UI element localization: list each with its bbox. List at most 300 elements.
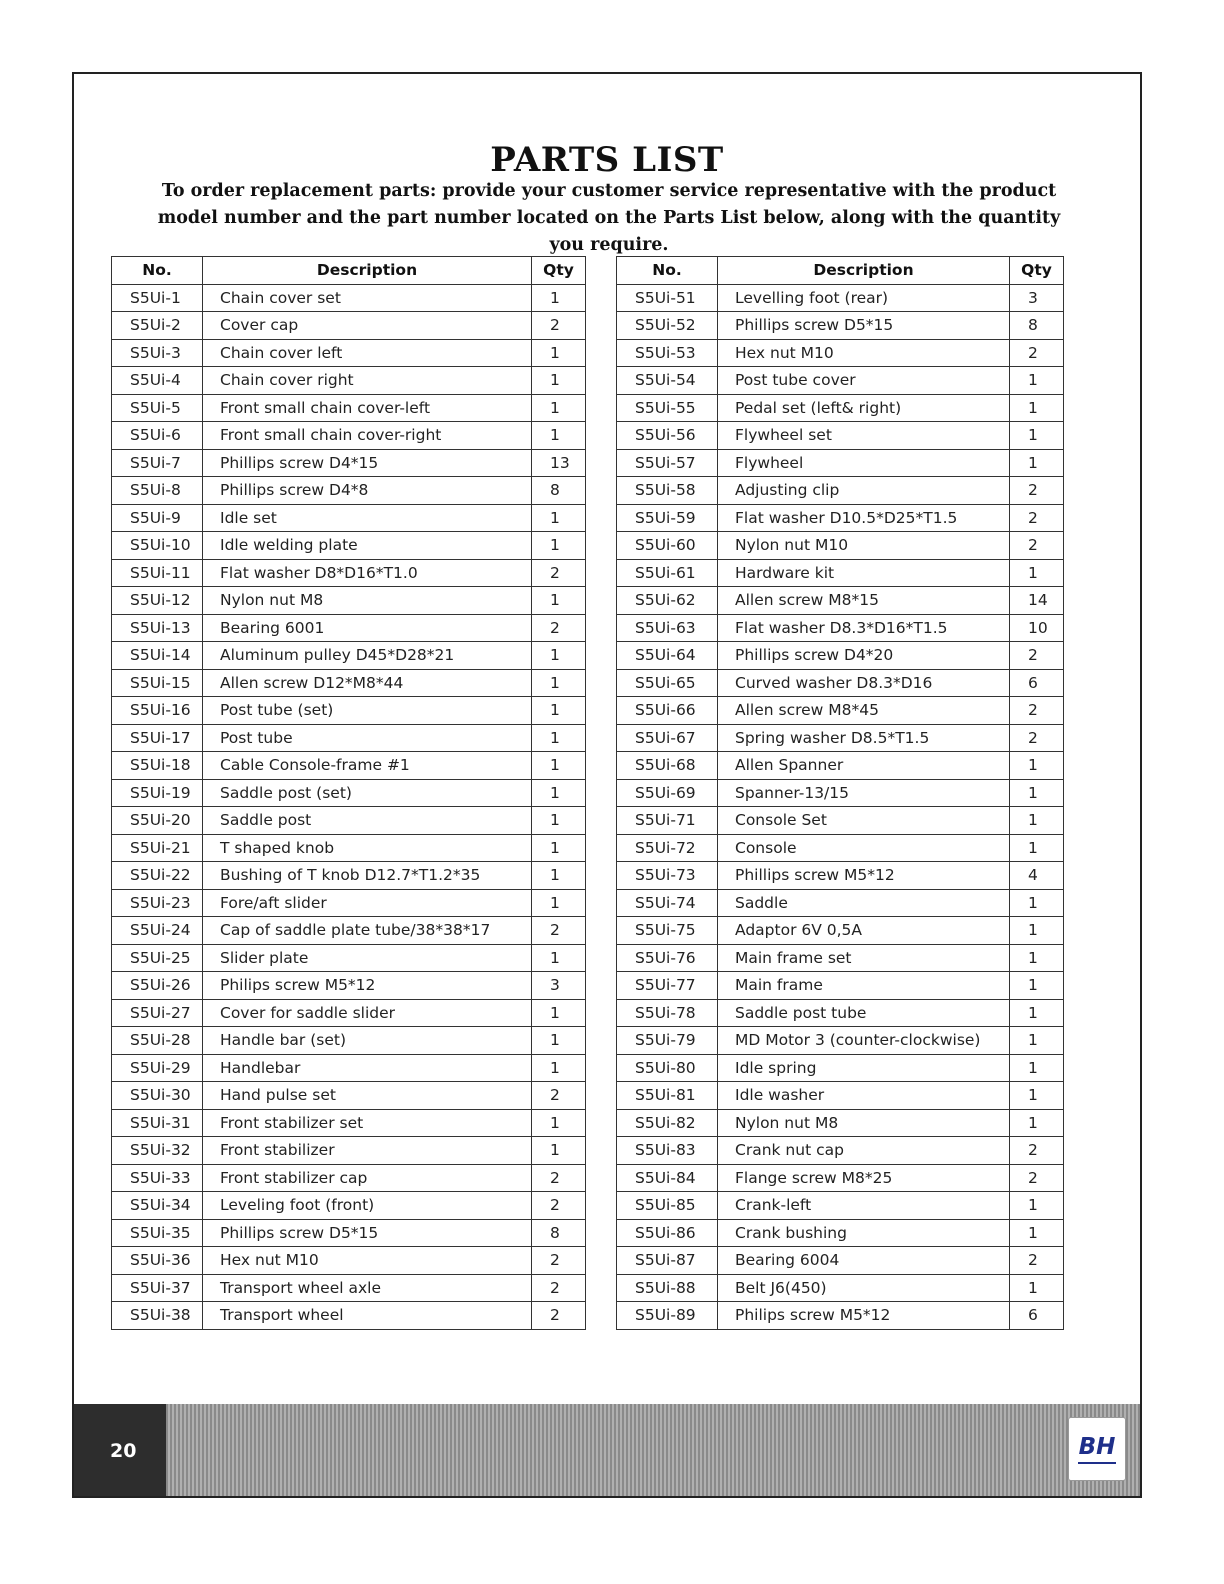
table-row: [617, 1137, 1064, 1165]
part-number: S5Ui-83: [617, 1137, 718, 1165]
part-number: S5Ui-27: [112, 999, 203, 1027]
part-qty: 1: [532, 944, 586, 972]
part-number: S5Ui-58: [617, 477, 718, 505]
table-row: [617, 284, 1064, 312]
table-row: [617, 862, 1064, 890]
part-number: S5Ui-3: [112, 339, 203, 367]
part-number: S5Ui-89: [617, 1302, 718, 1330]
part-qty: 1: [532, 724, 586, 752]
part-description: Nylon nut M10: [718, 532, 1010, 560]
part-description: Transport wheel: [203, 1302, 532, 1330]
part-qty: 2: [532, 614, 586, 642]
table-row: [617, 1192, 1064, 1220]
part-number: S5Ui-6: [112, 422, 203, 450]
table-row: [112, 972, 586, 1000]
part-description: Idle spring: [718, 1054, 1010, 1082]
table-row: [112, 834, 586, 862]
parts-rows-right: [617, 284, 1064, 1329]
part-number: S5Ui-76: [617, 944, 718, 972]
part-description: Console Set: [718, 807, 1010, 835]
logo-text: BH: [1078, 1434, 1116, 1460]
part-qty: 1: [1010, 999, 1064, 1027]
part-description: Hand pulse set: [203, 1082, 532, 1110]
part-description: Saddle: [718, 889, 1010, 917]
part-description: Crank-left: [718, 1192, 1010, 1220]
part-qty: 1: [532, 642, 586, 670]
page-frame: [72, 72, 1142, 1498]
part-number: S5Ui-64: [617, 642, 718, 670]
part-qty: 1: [532, 339, 586, 367]
table-row: [112, 917, 586, 945]
part-qty: 1: [532, 862, 586, 890]
part-qty: 1: [1010, 917, 1064, 945]
part-number: S5Ui-2: [112, 312, 203, 340]
table-row: [112, 1027, 586, 1055]
part-qty: 14: [1010, 587, 1064, 615]
part-number: S5Ui-66: [617, 697, 718, 725]
table-row: [617, 1054, 1064, 1082]
part-description: Idle washer: [718, 1082, 1010, 1110]
part-description: Adjusting clip: [718, 477, 1010, 505]
part-number: S5Ui-86: [617, 1219, 718, 1247]
part-number: S5Ui-15: [112, 669, 203, 697]
part-description: Bearing 6001: [203, 614, 532, 642]
part-number: S5Ui-23: [112, 889, 203, 917]
part-number: S5Ui-54: [617, 367, 718, 395]
part-number: S5Ui-14: [112, 642, 203, 670]
part-number: S5Ui-31: [112, 1109, 203, 1137]
part-description: Front stabilizer: [203, 1137, 532, 1165]
part-number: S5Ui-65: [617, 669, 718, 697]
table-row: [112, 697, 586, 725]
table-row: [112, 1082, 586, 1110]
part-qty: 1: [532, 284, 586, 312]
part-description: Flange screw M8*25: [718, 1164, 1010, 1192]
part-qty: 2: [532, 1082, 586, 1110]
part-description: Front small chain cover-left: [203, 394, 532, 422]
part-description: Spring washer D8.5*T1.5: [718, 724, 1010, 752]
part-description: Flat washer D10.5*D25*T1.5: [718, 504, 1010, 532]
part-description: Phillips screw M5*12: [718, 862, 1010, 890]
part-qty: 2: [1010, 1164, 1064, 1192]
table-row: [617, 1302, 1064, 1330]
part-qty: 1: [532, 834, 586, 862]
table-row: [617, 367, 1064, 395]
part-description: Handle bar (set): [203, 1027, 532, 1055]
part-description: Crank bushing: [718, 1219, 1010, 1247]
part-number: S5Ui-24: [112, 917, 203, 945]
part-number: S5Ui-75: [617, 917, 718, 945]
part-number: S5Ui-32: [112, 1137, 203, 1165]
part-number: S5Ui-56: [617, 422, 718, 450]
table-row: [112, 559, 586, 587]
part-number: S5Ui-34: [112, 1192, 203, 1220]
part-qty: 6: [1010, 1302, 1064, 1330]
part-description: Leveling foot (front): [203, 1192, 532, 1220]
part-description: Chain cover set: [203, 284, 532, 312]
table-row: [617, 779, 1064, 807]
part-number: S5Ui-88: [617, 1274, 718, 1302]
part-number: S5Ui-63: [617, 614, 718, 642]
part-description: Cable Console-frame #1: [203, 752, 532, 780]
header-qty: Qty: [532, 257, 586, 285]
part-number: S5Ui-59: [617, 504, 718, 532]
part-qty: 1: [1010, 834, 1064, 862]
part-description: Handlebar: [203, 1054, 532, 1082]
part-number: S5Ui-68: [617, 752, 718, 780]
table-row: [112, 1109, 586, 1137]
part-qty: 1: [532, 1137, 586, 1165]
part-number: S5Ui-84: [617, 1164, 718, 1192]
table-row: [617, 504, 1064, 532]
part-number: S5Ui-52: [617, 312, 718, 340]
part-description: Bearing 6004: [718, 1247, 1010, 1275]
part-qty: 3: [532, 972, 586, 1000]
table-row: [112, 339, 586, 367]
part-description: Phillips screw D4*8: [203, 477, 532, 505]
part-number: S5Ui-72: [617, 834, 718, 862]
part-qty: 4: [1010, 862, 1064, 890]
part-description: Flywheel: [718, 449, 1010, 477]
part-description: Adaptor 6V 0,5A: [718, 917, 1010, 945]
part-number: S5Ui-22: [112, 862, 203, 890]
table-row: [112, 1164, 586, 1192]
part-number: S5Ui-10: [112, 532, 203, 560]
part-qty: 8: [532, 477, 586, 505]
part-number: S5Ui-25: [112, 944, 203, 972]
part-description: Slider plate: [203, 944, 532, 972]
part-qty: 1: [1010, 779, 1064, 807]
part-qty: 2: [532, 559, 586, 587]
part-qty: 1: [1010, 1219, 1064, 1247]
part-qty: 1: [1010, 1109, 1064, 1137]
table-row: [112, 587, 586, 615]
table-row: [112, 752, 586, 780]
part-number: S5Ui-26: [112, 972, 203, 1000]
part-description: Phillips screw D4*15: [203, 449, 532, 477]
table-row: [617, 972, 1064, 1000]
part-description: Allen Spanner: [718, 752, 1010, 780]
table-row: [617, 807, 1064, 835]
part-qty: 2: [1010, 477, 1064, 505]
part-number: S5Ui-51: [617, 284, 718, 312]
table-row: [617, 339, 1064, 367]
part-description: Chain cover left: [203, 339, 532, 367]
table-row: [617, 724, 1064, 752]
part-qty: 2: [532, 1274, 586, 1302]
table-row: [617, 1027, 1064, 1055]
table-row: [112, 1302, 586, 1330]
part-qty: 1: [1010, 807, 1064, 835]
part-number: S5Ui-78: [617, 999, 718, 1027]
part-number: S5Ui-20: [112, 807, 203, 835]
part-qty: 1: [532, 807, 586, 835]
part-description: Allen screw D12*M8*44: [203, 669, 532, 697]
part-qty: 1: [532, 999, 586, 1027]
table-row: [112, 807, 586, 835]
part-number: S5Ui-9: [112, 504, 203, 532]
table-header-row: [112, 257, 586, 285]
table-row: [617, 642, 1064, 670]
part-qty: 1: [532, 504, 586, 532]
table-row: [112, 367, 586, 395]
part-qty: 2: [532, 917, 586, 945]
part-number: S5Ui-62: [617, 587, 718, 615]
table-row: [617, 944, 1064, 972]
part-qty: 1: [1010, 972, 1064, 1000]
part-qty: 2: [532, 1302, 586, 1330]
part-qty: 1: [532, 752, 586, 780]
part-description: Flat washer D8.3*D16*T1.5: [718, 614, 1010, 642]
part-description: Post tube (set): [203, 697, 532, 725]
part-qty: 1: [1010, 944, 1064, 972]
part-description: MD Motor 3 (counter-clockwise): [718, 1027, 1010, 1055]
table-row: [617, 614, 1064, 642]
part-number: S5Ui-38: [112, 1302, 203, 1330]
part-number: S5Ui-18: [112, 752, 203, 780]
part-description: Bushing of T knob D12.7*T1.2*35: [203, 862, 532, 890]
part-number: S5Ui-55: [617, 394, 718, 422]
part-qty: 6: [1010, 669, 1064, 697]
part-qty: 1: [532, 697, 586, 725]
table-row: [617, 477, 1064, 505]
part-number: S5Ui-57: [617, 449, 718, 477]
part-qty: 1: [532, 1054, 586, 1082]
part-qty: 2: [532, 312, 586, 340]
part-number: S5Ui-69: [617, 779, 718, 807]
part-description: Allen screw M8*15: [718, 587, 1010, 615]
part-qty: 8: [532, 1219, 586, 1247]
page-title: PARTS LIST: [490, 140, 724, 180]
table-row: [112, 532, 586, 560]
part-description: Spanner-13/15: [718, 779, 1010, 807]
part-description: Cover cap: [203, 312, 532, 340]
page-footer: [74, 1404, 1140, 1496]
page-number-box: [74, 1404, 166, 1496]
part-qty: 2: [1010, 724, 1064, 752]
part-description: Belt J6(450): [718, 1274, 1010, 1302]
part-description: Crank nut cap: [718, 1137, 1010, 1165]
table-row: [617, 1164, 1064, 1192]
part-number: S5Ui-33: [112, 1164, 203, 1192]
header-no: No.: [112, 257, 203, 285]
part-qty: 2: [1010, 339, 1064, 367]
table-row: [617, 312, 1064, 340]
part-number: S5Ui-19: [112, 779, 203, 807]
part-qty: 2: [532, 1247, 586, 1275]
part-qty: 8: [1010, 312, 1064, 340]
part-qty: 10: [1010, 614, 1064, 642]
part-description: Post tube cover: [718, 367, 1010, 395]
table-row: [112, 1192, 586, 1220]
part-qty: 1: [1010, 1082, 1064, 1110]
part-number: S5Ui-36: [112, 1247, 203, 1275]
table-row: [112, 284, 586, 312]
part-number: S5Ui-60: [617, 532, 718, 560]
table-row: [112, 614, 586, 642]
part-description: Philips screw M5*12: [718, 1302, 1010, 1330]
table-row: [617, 449, 1064, 477]
table-row: [617, 587, 1064, 615]
table-row: [617, 752, 1064, 780]
part-qty: 1: [532, 532, 586, 560]
part-number: S5Ui-53: [617, 339, 718, 367]
part-description: Nylon nut M8: [718, 1109, 1010, 1137]
part-number: S5Ui-37: [112, 1274, 203, 1302]
table-row: [112, 1054, 586, 1082]
table-row: [617, 532, 1064, 560]
table-row: [112, 312, 586, 340]
table-row: [617, 394, 1064, 422]
part-number: S5Ui-28: [112, 1027, 203, 1055]
part-description: Saddle post: [203, 807, 532, 835]
table-row: [112, 1137, 586, 1165]
part-number: S5Ui-80: [617, 1054, 718, 1082]
table-row: [112, 999, 586, 1027]
part-qty: 13: [532, 449, 586, 477]
part-number: S5Ui-81: [617, 1082, 718, 1110]
part-number: S5Ui-77: [617, 972, 718, 1000]
part-description: Flywheel set: [718, 422, 1010, 450]
part-description: Idle welding plate: [203, 532, 532, 560]
part-description: Fore/aft slider: [203, 889, 532, 917]
part-description: Hardware kit: [718, 559, 1010, 587]
part-number: S5Ui-73: [617, 862, 718, 890]
part-number: S5Ui-67: [617, 724, 718, 752]
part-qty: 1: [1010, 449, 1064, 477]
table-row: [617, 697, 1064, 725]
part-description: Philips screw M5*12: [203, 972, 532, 1000]
part-qty: 1: [1010, 559, 1064, 587]
parts-table-left: [111, 256, 586, 1330]
part-number: S5Ui-85: [617, 1192, 718, 1220]
part-qty: 1: [1010, 1054, 1064, 1082]
part-description: Chain cover right: [203, 367, 532, 395]
part-description: Allen screw M8*45: [718, 697, 1010, 725]
part-number: S5Ui-17: [112, 724, 203, 752]
part-description: Phillips screw D4*20: [718, 642, 1010, 670]
part-description: Front small chain cover-right: [203, 422, 532, 450]
part-number: S5Ui-71: [617, 807, 718, 835]
table-row: [112, 862, 586, 890]
part-number: S5Ui-30: [112, 1082, 203, 1110]
table-row: [617, 999, 1064, 1027]
part-qty: 3: [1010, 284, 1064, 312]
header-no: No.: [617, 257, 718, 285]
table-row: [617, 1219, 1064, 1247]
part-number: S5Ui-1: [112, 284, 203, 312]
table-row: [112, 422, 586, 450]
part-description: Main frame: [718, 972, 1010, 1000]
table-row: [112, 944, 586, 972]
table-row: [112, 889, 586, 917]
part-qty: 1: [532, 889, 586, 917]
parts-table-right: [616, 256, 1064, 1330]
part-qty: 1: [532, 422, 586, 450]
table-row: [617, 669, 1064, 697]
part-number: S5Ui-12: [112, 587, 203, 615]
parts-rows-left: [112, 284, 586, 1329]
table-row: [617, 1082, 1064, 1110]
header-qty: Qty: [1010, 257, 1064, 285]
part-number: S5Ui-79: [617, 1027, 718, 1055]
part-description: T shaped knob: [203, 834, 532, 862]
part-qty: 1: [532, 1027, 586, 1055]
part-number: S5Ui-35: [112, 1219, 203, 1247]
part-qty: 1: [1010, 1027, 1064, 1055]
part-qty: 1: [1010, 367, 1064, 395]
header-description: Description: [203, 257, 532, 285]
part-description: Idle set: [203, 504, 532, 532]
part-qty: 1: [1010, 1192, 1064, 1220]
page-number: 20: [110, 1440, 137, 1462]
part-number: S5Ui-21: [112, 834, 203, 862]
part-description: Flat washer D8*D16*T1.0: [203, 559, 532, 587]
table-row: [112, 504, 586, 532]
table-row: [617, 1274, 1064, 1302]
part-qty: 1: [1010, 394, 1064, 422]
table-row: [617, 1247, 1064, 1275]
table-row: [112, 669, 586, 697]
part-qty: 1: [532, 587, 586, 615]
ordering-instructions: To order replacement parts: provide your customer service representative with the product model number and the part number located on the Parts List below, along with the quantity you require.: [157, 181, 1061, 255]
part-description: Hex nut M10: [203, 1247, 532, 1275]
part-description: Levelling foot (rear): [718, 284, 1010, 312]
part-description: Nylon nut M8: [203, 587, 532, 615]
part-qty: 1: [532, 779, 586, 807]
table-row: [112, 724, 586, 752]
part-description: Phillips screw D5*15: [718, 312, 1010, 340]
table-row: [617, 917, 1064, 945]
part-number: S5Ui-74: [617, 889, 718, 917]
part-qty: 2: [1010, 1247, 1064, 1275]
part-number: S5Ui-61: [617, 559, 718, 587]
part-qty: 1: [1010, 889, 1064, 917]
part-description: Main frame set: [718, 944, 1010, 972]
table-row: [112, 1247, 586, 1275]
part-qty: 2: [1010, 697, 1064, 725]
part-description: Front stabilizer set: [203, 1109, 532, 1137]
part-qty: 2: [1010, 642, 1064, 670]
part-description: Phillips screw D5*15: [203, 1219, 532, 1247]
part-qty: 2: [532, 1192, 586, 1220]
part-description: Transport wheel axle: [203, 1274, 532, 1302]
part-description: Aluminum pulley D45*D28*21: [203, 642, 532, 670]
part-qty: 1: [532, 669, 586, 697]
part-qty: 1: [1010, 422, 1064, 450]
part-qty: 2: [1010, 532, 1064, 560]
table-row: [617, 422, 1064, 450]
part-qty: 2: [1010, 504, 1064, 532]
table-row: [112, 1219, 586, 1247]
part-number: S5Ui-7: [112, 449, 203, 477]
part-description: Cover for saddle slider: [203, 999, 532, 1027]
part-description: Pedal set (left& right): [718, 394, 1010, 422]
part-number: S5Ui-8: [112, 477, 203, 505]
part-number: S5Ui-13: [112, 614, 203, 642]
part-description: Cap of saddle plate tube/38*38*17: [203, 917, 532, 945]
part-description: Console: [718, 834, 1010, 862]
part-qty: 2: [532, 1164, 586, 1192]
table-row: [112, 449, 586, 477]
part-description: Saddle post (set): [203, 779, 532, 807]
header-description: Description: [718, 257, 1010, 285]
part-number: S5Ui-16: [112, 697, 203, 725]
part-description: Post tube: [203, 724, 532, 752]
bh-logo: [1068, 1417, 1126, 1481]
table-row: [112, 1274, 586, 1302]
part-number: S5Ui-82: [617, 1109, 718, 1137]
